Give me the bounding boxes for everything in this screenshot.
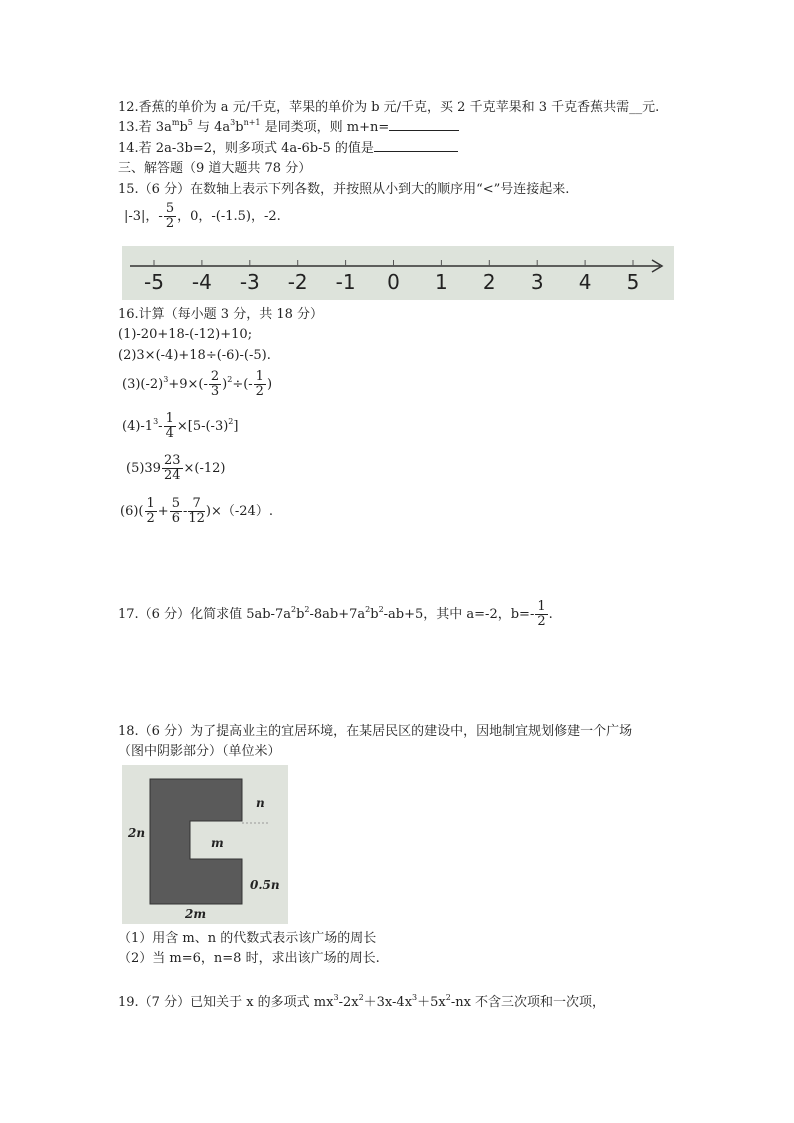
number-line xyxy=(122,246,674,300)
q16-part-5: (5)39 $\frac{23}{24}$ ×(-12) xyxy=(126,453,226,483)
tick-label: -3 xyxy=(239,270,260,294)
tick-label: 1 xyxy=(435,270,448,294)
tick-label: -2 xyxy=(287,270,308,294)
tick-label: 3 xyxy=(530,270,544,294)
question-14 xyxy=(118,141,458,157)
question-16: 16.计算（每小题 3 分，共 18 分） xyxy=(118,307,324,322)
fraction: $\frac{1}{4}$ xyxy=(165,411,174,441)
label-m: m xyxy=(211,836,224,850)
q13-text: 是同类项，则 m+n= xyxy=(260,120,390,135)
question-12: 12.香蕉的单价为 a 元/千克，苹果的单价为 b 元/千克，买 2 千克苹果和 3 千克香蕉共需__元. xyxy=(118,100,660,115)
label-0.5n: 0.5n xyxy=(250,878,280,892)
label-n: n xyxy=(256,796,265,810)
q18-sub-1: （1）用含 m、n 的代数式表示该广场的周长 xyxy=(118,931,377,946)
q13-sup: 5 xyxy=(187,118,193,127)
fraction: $\frac{1}{2}$ xyxy=(537,599,546,629)
tick-group xyxy=(144,260,639,294)
q16-part-3: $(3)(-2)^3+9\times(-$ $\frac{2}{3}$ )$^2$÷(- $\frac{1}{2}$ ) xyxy=(122,369,273,399)
fraction: $\frac{1}{2}$ xyxy=(146,496,155,526)
number-line-graphic xyxy=(122,246,674,300)
q15-text: |-3|，- xyxy=(124,209,163,224)
q15-numbers xyxy=(124,202,281,231)
tick-label: -1 xyxy=(335,270,356,294)
q13-text: b xyxy=(235,120,244,135)
plaza-diagram xyxy=(122,765,288,924)
tick-label: 2 xyxy=(482,270,496,294)
shaded-plaza xyxy=(150,779,242,904)
answer-blank[interactable] xyxy=(389,130,459,131)
q13-sup: n+1 xyxy=(243,118,261,127)
q13-text: 与 4a xyxy=(192,120,231,135)
question-19: 19.（7 分）已知关于 x 的多项式 $mx^3-2x^2+3x-4x^3+5x^2-nx$ 不含三次项和一次项， xyxy=(118,993,606,1010)
fraction: $\frac{5}{2}$ xyxy=(165,201,175,231)
section-heading: 三、解答题（9 道大题共 78 分） xyxy=(118,161,312,176)
question-15: 15.（6 分）在数轴上表示下列各数，并按照从小到大的顺序用“<”号连接起来. xyxy=(118,182,570,197)
answer-blank[interactable] xyxy=(374,151,458,152)
fraction: $\frac{7}{12}$ xyxy=(188,496,205,526)
fraction: $\frac{2}{3}$ xyxy=(210,369,220,399)
q16-part-2: (2)3×(-4)+18÷(-6)-(-5). xyxy=(118,348,271,363)
q15-text: ，0，-(-1.5)，-2. xyxy=(177,209,281,224)
question-18-cont: （图中阴影部分）（单位米） xyxy=(118,744,281,759)
plaza-figure xyxy=(122,765,288,924)
q18-sub-2: （2）当 m=6，n=8 时，求出该广场的周长. xyxy=(118,951,380,966)
q13-sup: m xyxy=(171,118,180,127)
tick-label: 4 xyxy=(578,270,592,294)
label-2n: 2n xyxy=(128,826,146,840)
tick-label: -5 xyxy=(144,270,164,294)
question-18: 18.（6 分）为了提高业主的宜居环境，在某居民区的建设中，因地制宜规划修建一个广场 xyxy=(118,724,633,739)
q13-sup: 3 xyxy=(230,118,236,127)
q14-text: 14.若 2a-3b=2，则多项式 4a-6b-5 的值是 xyxy=(118,141,374,156)
fraction: $\frac{5}{6}$ xyxy=(171,496,180,526)
question-17: 17.（6 分）化简求值 $5ab-7a^2b^2-8ab+7a^2b^2-ab+5$，其中 a=-2，b=- $\frac{1}{2}$ . xyxy=(118,599,553,629)
fraction: $\frac{1}{2}$ xyxy=(255,369,264,399)
tick-label: 5 xyxy=(626,270,640,294)
q13-text: 13.若 3a xyxy=(118,120,172,135)
label-2m: 2m xyxy=(185,907,207,921)
q16-part-4: $(4)-1^3-$ $\frac{1}{4}$ $\times[5-(-3)^2]$ xyxy=(122,411,239,441)
fraction: $\frac{23}{24}$ xyxy=(163,453,181,483)
q13-text: b xyxy=(179,120,188,135)
tick-label: 0 xyxy=(387,270,400,294)
tick-label: -4 xyxy=(191,270,212,294)
question-13 xyxy=(118,120,459,136)
q16-part-1: (1)-20+18-(-12)+10; xyxy=(118,327,253,342)
q16-part-6: (6)( $\frac{1}{2}$ + $\frac{5}{6}$ - $\frac{7}{12}$ )×（-24）. xyxy=(120,496,273,526)
